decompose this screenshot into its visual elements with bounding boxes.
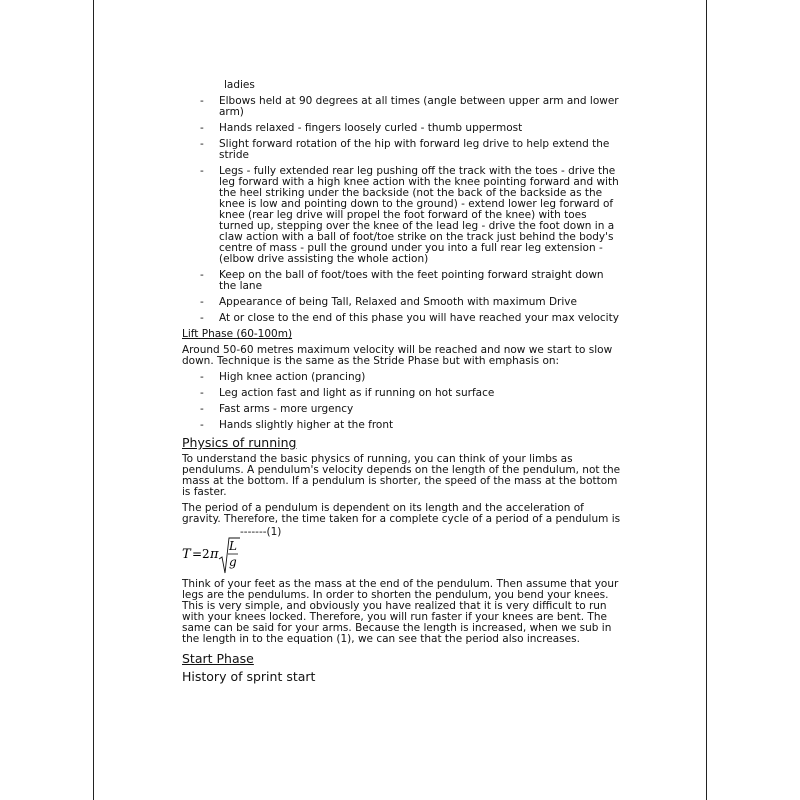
list-item: - High knee action (prancing) bbox=[200, 371, 366, 383]
pendulum-formula-svg bbox=[182, 535, 252, 579]
document-content bbox=[182, 96, 622, 688]
list-item: - Fast arms - more urgency bbox=[200, 403, 354, 415]
list-item: - Appearance of being Tall, Relaxed and Smooth with maximum Drive bbox=[200, 296, 577, 308]
physics-heading: Physics of running bbox=[182, 435, 297, 450]
physics-para-2: The period of a pendulum is dependent on its length and the acceleration of gravity. Therefore, the time taken for a complete cycle of a period of a pendulum is bbox=[182, 502, 621, 525]
dash-bullet-icon: - bbox=[200, 371, 204, 383]
dash-bullet-icon: - bbox=[200, 387, 204, 399]
formula-coefficient: 2 bbox=[202, 547, 210, 561]
dash-bullet-icon: - bbox=[200, 296, 204, 308]
lift-phase-intro: Around 50-60 metres maximum velocity will be reached and now we start to slow down. Technique is the same as the Stride Phase but with emphasis on: bbox=[182, 344, 613, 367]
dash-bullet-icon: - bbox=[200, 312, 204, 324]
formula-numerator: L bbox=[229, 539, 237, 553]
pendulum-formula bbox=[182, 526, 622, 577]
formula-pi: π bbox=[210, 547, 219, 562]
dash-bullet-icon: - bbox=[200, 122, 204, 134]
list-item: - Elbows held at 90 degrees at all times (angle between upper arm and lower arm) bbox=[200, 95, 619, 118]
lift-phase-heading: Lift Phase (60-100m) bbox=[182, 328, 293, 340]
text-fragment: ladies bbox=[224, 79, 255, 91]
dash-bullet-icon: - bbox=[200, 95, 204, 107]
list-item: - Legs - fully extended rear leg pushing off the track with the toes - drive the leg forward with a high knee action with the knee pointing forward and with the heel striking under the backside (not the back of the backside as the knee is low and pointing down to the ground) - extend lower leg forward of knee (rear leg drive will propel the foot forward of the knee) with toes turned up, stepping over the knee of the lead leg - drive the foot down in a claw action with a ball of foot/toe strike on the track just behind the body's centre of mass - pull the ground under you into a full rear leg extension - (elbow drive assisting the whole action) bbox=[200, 165, 619, 265]
list-item: - Slight forward rotation of the hip with forward leg drive to help extend the stride bbox=[200, 138, 610, 161]
physics-para-1: To understand the basic physics of running, you can think of your limbs as pendulums. A pendulum's velocity depends on the length of the pendulum, not the mass at the bottom. If a pendulum is shorter, the speed of the mass at the bottom is faster. bbox=[182, 453, 621, 498]
list-item: - At or close to the end of this phase you will have reached your max velocity bbox=[200, 312, 619, 324]
formula-denominator: g bbox=[229, 555, 237, 569]
formula-tag: -------(1) bbox=[240, 526, 282, 538]
formula-equals: = bbox=[192, 547, 203, 561]
dash-bullet-icon: - bbox=[200, 269, 204, 281]
stride-phase-list bbox=[182, 96, 622, 324]
list-item: - Leg action fast and light as if running on hot surface bbox=[200, 387, 495, 399]
dash-bullet-icon: - bbox=[200, 138, 204, 150]
list-item: - Keep on the ball of foot/toes with the feet pointing forward straight down the lane bbox=[200, 269, 604, 292]
dash-bullet-icon: - bbox=[200, 403, 204, 415]
lift-phase-list bbox=[182, 372, 622, 431]
dash-bullet-icon: - bbox=[200, 165, 204, 177]
history-heading: History of sprint start bbox=[182, 669, 316, 684]
start-phase-heading: Start Phase bbox=[182, 651, 254, 666]
formula-lhs: T bbox=[182, 547, 191, 562]
list-item: - Hands slightly higher at the front bbox=[200, 419, 394, 431]
list-item: - Hands relaxed - fingers loosely curled - thumb uppermost bbox=[200, 122, 523, 134]
physics-para-3: Think of your feet as the mass at the end of the pendulum. Then assume that your legs are the pendulums. In order to shorten the pendulum, you bend your knees. This is very simple, and obviously you have realized that it is very difficult to run with your knees locked. Therefore, you will run faster if your knees are bent. The same can be said for your arms. Because the length is increased, when we sub in the length in to the equation (1), we can see that the period also increases. bbox=[182, 578, 619, 645]
document-page bbox=[93, 0, 707, 800]
dash-bullet-icon: - bbox=[200, 419, 204, 431]
